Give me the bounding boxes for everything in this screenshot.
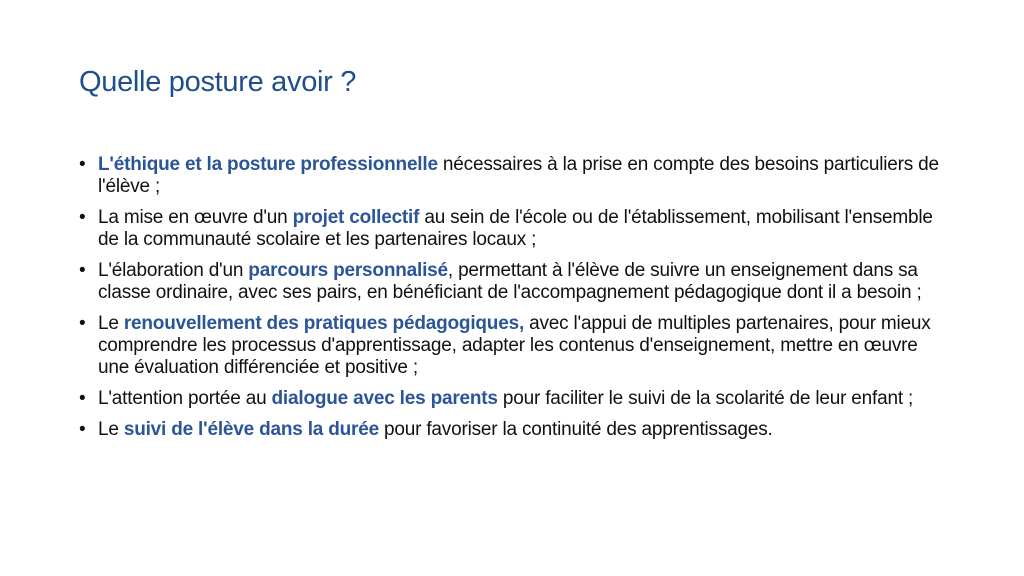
bullet-text-after: pour faciliter le suivi de la scolarité de leur enfant ; xyxy=(497,388,914,409)
bullet-dot-icon: • xyxy=(79,388,86,409)
bullet-dot-icon: • xyxy=(79,313,86,334)
bullet-highlight: projet collectif xyxy=(292,207,420,228)
bullet-item xyxy=(79,313,949,379)
bullet-text-after: avec l'appui de multiples partenaires, pour mieux comprendre les processus d'apprentissage, adapter les contenus d'enseignement, mettre en œuvre une évaluation différenciée et positive ; xyxy=(98,313,931,378)
bullet-text-before: Le xyxy=(98,419,124,440)
slide-title: Quelle posture avoir ? xyxy=(79,66,357,98)
bullet-text-before: Le xyxy=(98,313,124,334)
bullet-list xyxy=(79,154,949,450)
bullet-item xyxy=(79,260,949,304)
bullet-highlight: parcours personnalisé xyxy=(248,260,448,281)
bullet-item xyxy=(79,207,949,251)
bullet-highlight: dialogue avec les parents xyxy=(271,388,498,409)
bullet-text-after: pour favoriser la continuité des apprentissages. xyxy=(378,419,773,440)
bullet-dot-icon: • xyxy=(79,419,86,440)
bullet-text-after: , permettant à l'élève de suivre un enseignement dans sa classe ordinaire, avec ses pairs, en bénéficiant de l'accompagnement pédagogique dont il a besoin ; xyxy=(98,260,922,303)
bullet-text-before: La mise en œuvre d'un xyxy=(98,207,293,228)
bullet-item xyxy=(79,154,949,198)
bullet-text-before: L'attention portée au xyxy=(98,388,272,409)
bullet-text-before: L'élaboration d'un xyxy=(98,260,249,281)
bullet-highlight: renouvellement des pratiques pédagogiques, xyxy=(123,313,525,334)
bullet-highlight: suivi de l'élève dans la durée xyxy=(123,419,379,440)
bullet-dot-icon: • xyxy=(79,207,86,228)
bullet-highlight: L'éthique et la posture professionnelle xyxy=(98,154,438,175)
bullet-text-after: nécessaires à la prise en compte des besoins particuliers de l'élève ; xyxy=(98,154,939,197)
bullet-text-after: au sein de l'école ou de l'établissement, mobilisant l'ensemble de la communauté scolaire et les partenaires locaux ; xyxy=(98,207,933,250)
bullet-dot-icon: • xyxy=(79,154,86,175)
bullet-item xyxy=(79,388,949,410)
bullet-dot-icon: • xyxy=(79,260,86,281)
bullet-item xyxy=(79,419,949,441)
